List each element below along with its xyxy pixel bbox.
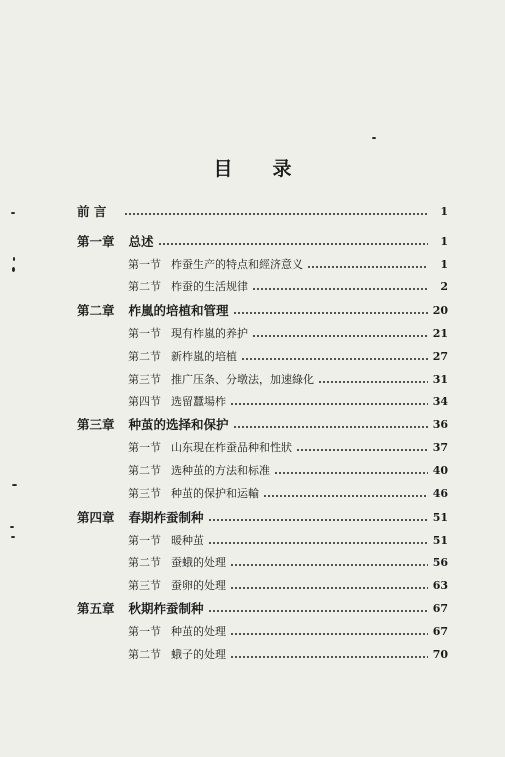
page-number: 20 [432,304,448,317]
toc-chapter-3 [77,416,448,434]
page-number: 46 [432,487,448,500]
scan-speck [10,526,14,528]
toc-chapter-1 [77,233,448,251]
section-number: 第三节 [128,579,161,592]
dot-leader [208,519,428,521]
chapter-number: 第一章 [77,234,115,249]
section-number: 第二节 [128,280,161,293]
scan-speck [11,212,15,214]
chapter-number: 第二章 [77,303,115,318]
section-title: 种茧的保护和运輸 [171,487,259,500]
dot-leader [252,288,428,290]
section-title: 蚕卵的处理 [171,579,226,592]
section-title: 选留蠶場柞 [171,395,226,408]
section-number: 第三节 [128,487,161,500]
dot-leader [263,495,428,497]
page-number: 31 [432,373,448,386]
page-number: 21 [432,327,448,340]
page-number: 1 [440,235,448,248]
toc-section [128,439,448,457]
toc-section [128,348,448,366]
dot-leader [208,610,428,612]
preface-label: 前 言 [77,204,107,219]
toc-section [128,532,448,550]
page-number: 67 [432,602,448,615]
dot-leader [230,633,428,635]
page-number: 40 [432,464,448,477]
page-number: 37 [432,441,448,454]
toc-section [128,646,448,664]
section-title: 現有柞嵐的养护 [171,327,248,340]
toc-chapter-2 [77,302,448,320]
page-number: 34 [432,395,448,408]
section-title: 山东現在柞蚕品种和性狀 [171,441,292,454]
chapter-number: 第四章 [77,510,115,525]
scan-speck [372,137,376,139]
page-number: 2 [440,280,448,293]
page-number: 27 [432,350,448,363]
toc-chapter-5 [77,600,448,618]
dot-leader [274,472,428,474]
page-number: 51 [432,511,448,524]
dot-leader [124,213,428,215]
dot-leader [233,312,428,314]
dot-leader [230,656,428,658]
toc-chapter-4 [77,509,448,527]
section-number: 第二节 [128,556,161,569]
section-title: 种茧的处理 [171,625,226,638]
section-number: 第一节 [128,441,161,454]
dot-leader [158,243,428,245]
section-title: 柞蚕的生活规律 [171,280,248,293]
toc-section [128,623,448,641]
section-number: 第二节 [128,350,161,363]
section-number: 第一节 [128,327,161,340]
chapter-number: 第三章 [77,417,115,432]
dot-leader [241,358,428,360]
toc-preface [77,203,448,221]
section-number: 第二节 [128,648,161,661]
dot-leader [318,381,428,383]
toc-section [128,393,448,411]
section-title: 蚕蛾的处理 [171,556,226,569]
section-number: 第四节 [128,395,161,408]
page-number: 36 [432,418,448,431]
page-number: 51 [432,534,448,547]
toc-section [128,371,448,389]
chapter-title: 柞嵐的培植和管理 [128,303,229,318]
chapter-title: 种茧的选择和保护 [128,417,229,432]
toc-section [128,577,448,595]
dot-leader [252,335,428,337]
section-title: 推广压条、分墩法，加速綠化 [171,373,314,386]
dot-leader [307,266,428,268]
dot-leader [230,587,428,589]
page-number: 1 [440,258,448,271]
toc-section [128,256,448,274]
section-title: 新柞嵐的培植 [171,350,237,363]
section-number: 第一节 [128,258,161,271]
toc-section [128,278,448,296]
chapter-title: 秋期柞蚕制种 [128,601,204,616]
section-title: 暖种茧 [171,534,204,547]
section-number: 第二节 [128,464,161,477]
section-title: 柞蚕生产的特点和經济意义 [171,258,303,271]
page-number: 1 [440,205,448,218]
title-char-2: 录 [272,158,292,180]
scan-speck [11,536,15,538]
toc-section [128,485,448,503]
section-number: 第三节 [128,373,161,386]
page-number: 70 [432,648,448,661]
dot-leader [208,542,428,544]
scan-speck [12,484,17,486]
chapter-number: 第五章 [77,601,115,616]
dot-leader [230,564,428,566]
scan-speck [13,257,15,261]
dot-leader [233,426,428,428]
section-title: 选种茧的方法和标准 [171,464,270,477]
section-number: 第一节 [128,534,161,547]
toc-section [128,325,448,343]
page-number: 63 [432,579,448,592]
chapter-title: 总述 [128,234,154,249]
toc-section [128,554,448,572]
page-number: 67 [432,625,448,638]
scan-speck [12,267,15,272]
dot-leader [230,403,428,405]
chapter-title: 春期柞蚕制种 [128,510,204,525]
page-number: 56 [432,556,448,569]
toc-section [128,462,448,480]
title-char-1: 目 [213,158,233,180]
section-title: 蛾子的处理 [171,648,226,661]
section-number: 第一节 [128,625,161,638]
dot-leader [296,449,428,451]
